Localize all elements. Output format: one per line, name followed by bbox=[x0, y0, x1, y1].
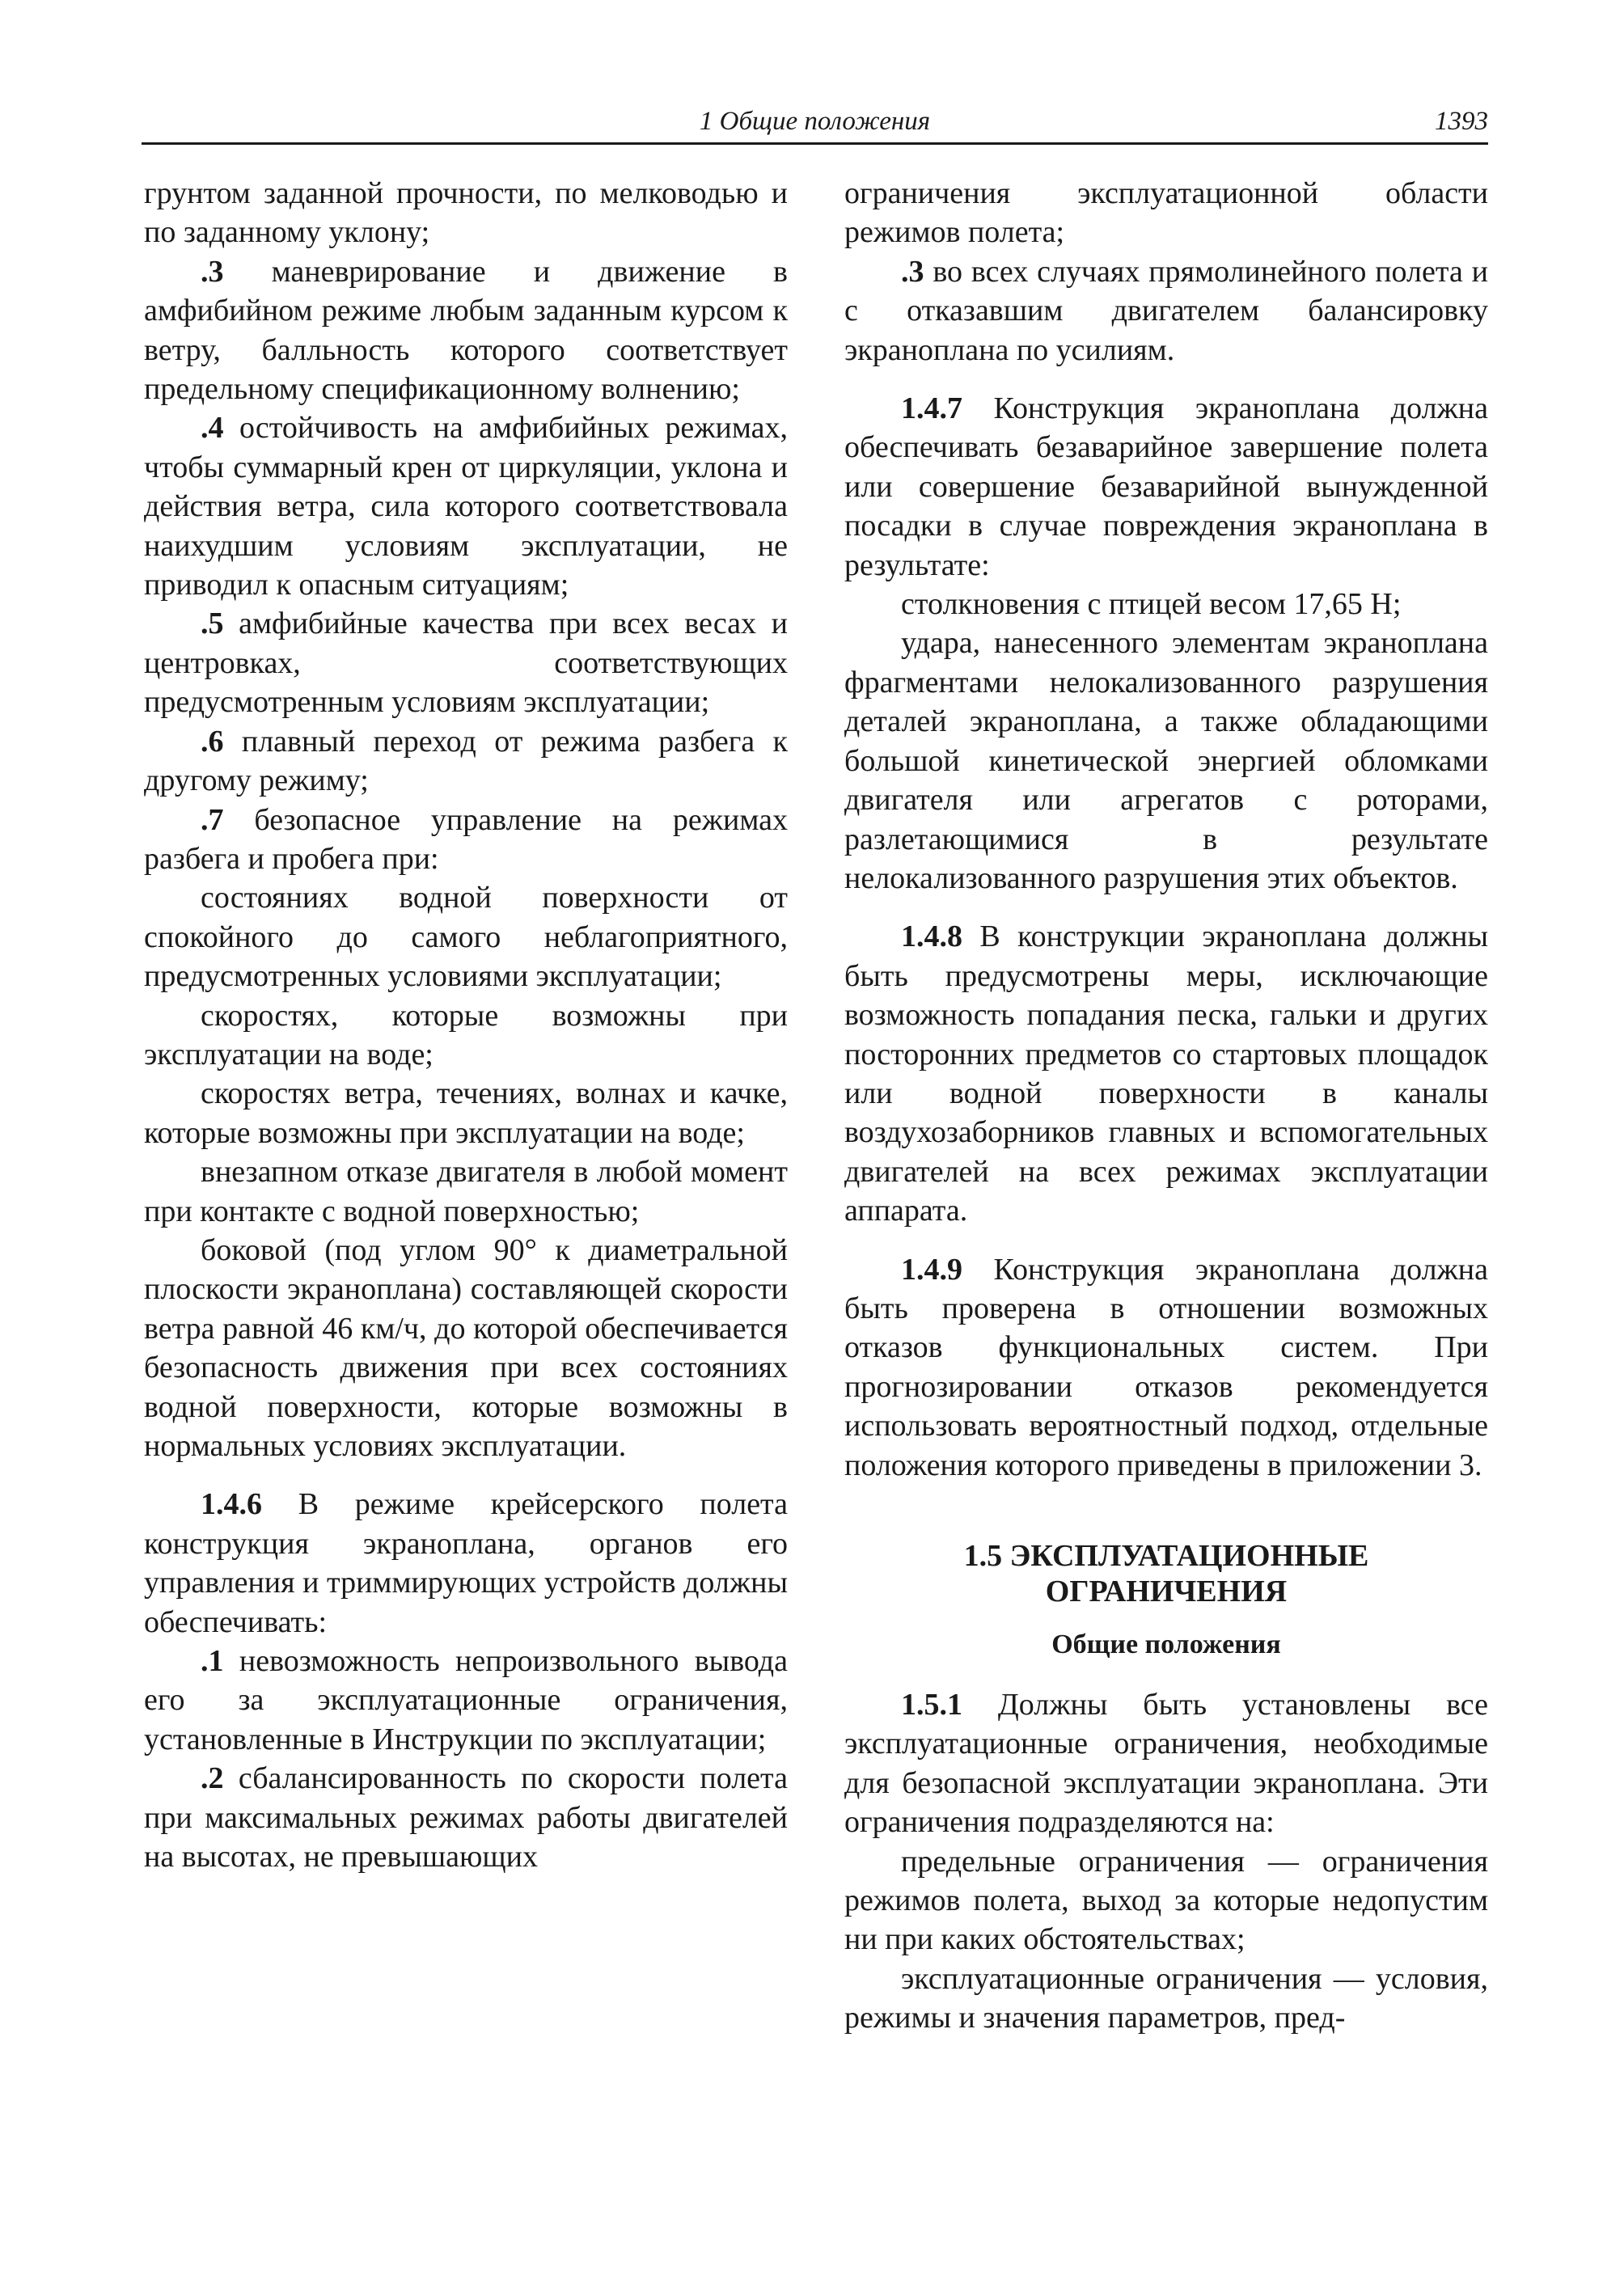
item-text: маневрирование и движение в амфибийном режиме любым заданным курсом к ветру, балльность которого соответствует предельному спецификационному волнению; bbox=[144, 254, 788, 407]
left-column bbox=[144, 174, 788, 1876]
item-text: сбалансированность по скорости полета при максимальных режимах работы двигателей на высотах, не превышающих bbox=[144, 1761, 788, 1875]
section-heading-line2: ОГРАНИЧЕНИЯ bbox=[1045, 1575, 1288, 1608]
section-title: 1 Общие положения bbox=[699, 107, 931, 136]
clause-text: В режиме крейсерского полета конструкция экраноплана, органов его управления и триммирующих устройств должны обеспечивать: bbox=[144, 1487, 788, 1639]
clause-number: 1.4.7 bbox=[901, 391, 962, 426]
list-item bbox=[144, 408, 788, 604]
sub-item: скоростях, которые возможны при эксплуатации на воде; bbox=[144, 998, 788, 1072]
clause-number: 1.4.6 bbox=[201, 1487, 262, 1522]
sub-item: боковой (под углом 90° к диаметральной плоскости экраноплана) составляющей скорости ветра равной 46 км/ч, до которой обеспечивается безопасность движения при всех состояниях водной поверхности, которые возможны в нормальных условиях эксплуатации. bbox=[144, 1232, 788, 1463]
item-number: .1 bbox=[201, 1644, 224, 1679]
list-item bbox=[144, 722, 788, 801]
list-item bbox=[144, 801, 788, 879]
item-text: невозможность непроизвольного вывода его за эксплуатационные ограничения, установленные в Инструкции по эксплуатации; bbox=[144, 1644, 788, 1756]
clause-text: Конструкция экраноплана должна быть проверена в отношении возможных отказов функциональных систем. При прогнозировании отказов рекомендуется использовать вероятностный подход, отдельные положения которого приведены в приложении 3. bbox=[844, 1252, 1488, 1482]
item-text: во всех случаях прямолинейного полета и с отказавшим двигателем балансировку экраноплана по усилиям. bbox=[844, 254, 1488, 367]
clause-text: Должны быть установлены все эксплуатационные ограничения, необходимые для безопасной эксплуатации экраноплана. Эти ограничения подразделяются на: bbox=[844, 1688, 1488, 1840]
item-number: .4 bbox=[201, 411, 224, 446]
item-text: амфибийные качества при всех весах и центровках, соответствующих предусмотренным условиям эксплуатации; bbox=[144, 607, 788, 720]
list-item bbox=[144, 1642, 788, 1759]
page-number: 1393 bbox=[1435, 107, 1488, 136]
list-item bbox=[844, 252, 1488, 370]
clause bbox=[144, 1485, 788, 1642]
sub-item: скоростях ветра, течениях, волнах и качке, которые возможны при эксплуатации на воде; bbox=[144, 1076, 788, 1150]
list-item bbox=[144, 604, 788, 721]
list-item bbox=[144, 252, 788, 409]
paragraph: ограничения эксплуатационной области режимов полета; bbox=[844, 176, 1488, 250]
clause bbox=[844, 917, 1488, 1230]
paragraph: предельные ограничения — ограничения режимов полета, выход за которые недопустим ни при каких обстоятельствах; bbox=[844, 1844, 1488, 1957]
item-number: .2 bbox=[201, 1761, 224, 1796]
paragraph: эксплуатационные ограничения — условия, режимы и значения параметров, пред- bbox=[844, 1961, 1488, 2035]
clause bbox=[844, 1250, 1488, 1485]
clause-number: 1.4.8 bbox=[901, 919, 962, 954]
item-number: .6 bbox=[201, 724, 224, 759]
item-text: безопасное управление на режимах разбега и пробега при: bbox=[144, 802, 788, 876]
item-number: .7 bbox=[201, 802, 224, 837]
section-heading-line1: 1.5 ЭКСПЛУАТАЦИОННЫЕ bbox=[963, 1539, 1369, 1573]
clause bbox=[844, 389, 1488, 585]
item-number: .3 bbox=[901, 254, 924, 289]
clause-number: 1.4.9 bbox=[901, 1252, 962, 1287]
paragraph: столкновения с птицей весом 17,65 Н; bbox=[901, 587, 1402, 622]
clause bbox=[844, 1685, 1488, 1842]
item-number: .3 bbox=[201, 254, 224, 289]
paragraph: удара, нанесенного элементам экраноплана фрагментами нелокализованного разрушения деталей экраноплана, а также обладающими большой кинетической энергией обломками двигателя или агрегатов с роторами, разлетающимися в результате нелокализованного разрушения этих объектов. bbox=[844, 626, 1488, 895]
section-heading bbox=[844, 1538, 1488, 1609]
item-text: остойчивость на амфибийных режимах, чтобы суммарный крен от циркуляции, уклона и действия ветра, сила которого соответствовала наихудшим условиям эксплуатации, не приводил к опасным ситуациям; bbox=[144, 411, 788, 602]
sub-item: внезапном отказе двигателя в любой момент при контакте с водной поверхностью; bbox=[144, 1155, 788, 1228]
running-header bbox=[142, 105, 1488, 145]
clause-number: 1.5.1 bbox=[901, 1688, 962, 1722]
paragraph: грунтом заданной прочности, по мелководью и по заданному уклону; bbox=[144, 176, 788, 250]
list-item bbox=[144, 1759, 788, 1876]
clause-text: В конструкции экраноплана должны быть предусмотрены меры, исключающие возможность попадания песка, гальки и других посторонних предметов со стартовых площадок или водной поверхности в каналы воздухозаборников главных и вспомогательных двигателей на всех режимах эксплуатации аппарата. bbox=[844, 919, 1488, 1228]
item-text: плавный переход от режима разбега к другому режиму; bbox=[144, 724, 788, 798]
sub-item: состояниях водной поверхности от спокойного до самого неблагоприятного, предусмотренных условиями эксплуатации; bbox=[144, 881, 788, 994]
item-number: .5 bbox=[201, 607, 224, 641]
right-column bbox=[844, 174, 1488, 2038]
subsection-heading: Общие положения bbox=[1051, 1629, 1281, 1659]
clause-text: Конструкция экраноплана должна обеспечивать безаварийное завершение полета или совершение безаварийной вынужденной посадки в случае повреждения экраноплана в результате: bbox=[844, 391, 1488, 582]
